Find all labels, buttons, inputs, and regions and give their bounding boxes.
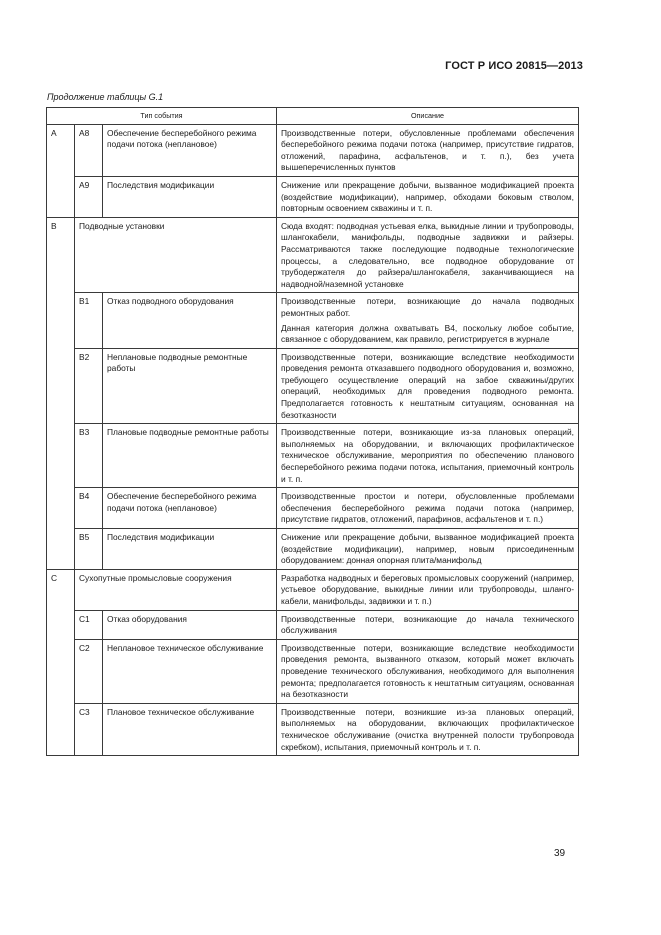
table-row bbox=[47, 217, 579, 293]
table-row bbox=[47, 124, 579, 176]
group-name-c: Сухопутные промысловые сооружения bbox=[75, 569, 277, 610]
row-description: Производственные потери, возникающие вследствие необходимости проведения ремонта отказавшего подводного оборудования и, возможно, требующего осуществление операций на забое скважины/других операций, необходимых для проведения подводного ремонта. Предполагается готовность к нештатным ситуациям, основанная на безотказности bbox=[277, 348, 579, 424]
row-description-part: Производственные потери, возникающие до начала подводных ремонтных работ. bbox=[281, 296, 574, 318]
row-code: A9 bbox=[75, 176, 103, 217]
table-row bbox=[47, 569, 579, 610]
page-number: 39 bbox=[554, 848, 566, 859]
row-name: Обеспечение бесперебойного режима подачи потока (неплановое) bbox=[103, 488, 277, 529]
row-name: Отказ подводного оборудования bbox=[103, 293, 277, 348]
row-description: Производственные простои и потери, обусловленные проблемами обеспечения бесперебойного режима подачи потока (например, присутствие гидратов, отложений, парафинов, асфальтенов и т. п.) bbox=[277, 488, 579, 529]
row-code: A8 bbox=[75, 124, 103, 176]
group-description-b: Сюда входят: подводная устьевая елка, выкидные линии и трубопроводы, шлангокабели, манифольды, подводные задвижки и райзеры. Рассматриваются также последующие подводные технологические процессы, а следовательно, все подводное оборудование от трубодержателя до райзера/шлангокабеля, заканчивающиеся на надводной/наземной установке bbox=[277, 217, 579, 293]
row-code: B2 bbox=[75, 348, 103, 424]
table-row bbox=[47, 529, 579, 570]
row-name: Плановое техническое обслуживание bbox=[103, 703, 277, 755]
row-code: B1 bbox=[75, 293, 103, 348]
row-description: Снижение или прекращение добычи, вызванное модификацией проекта (воздействие модификации), например, новым присоединенным оборудованием: донная опорная плита/манифольд bbox=[277, 529, 579, 570]
document-standard-header: ГОСТ Р ИСО 20815—2013 bbox=[445, 60, 583, 72]
table-row bbox=[47, 703, 579, 755]
row-code: C3 bbox=[75, 703, 103, 755]
group-code-c: C bbox=[47, 569, 75, 755]
row-name: Неплановое техническое обслуживание bbox=[103, 639, 277, 703]
table-row bbox=[47, 293, 579, 348]
row-name: Последствия модификации bbox=[103, 529, 277, 570]
row-description: Производственные потери, возникающие из-за плановых операций, выполняемых на оборудовании, и включающих профилактическое техническое обслуживание, мероприятия по обеспечению планового бесперебойного режима подачи потока, испытания, приемочный контроль и т. п. bbox=[277, 424, 579, 488]
table-header-row bbox=[47, 108, 579, 125]
row-description: Производственные потери, возникающие до начала технического обслуживания bbox=[277, 610, 579, 639]
table-caption: Продолжение таблицы G.1 bbox=[47, 92, 164, 102]
table-row bbox=[47, 639, 579, 703]
table-row bbox=[47, 610, 579, 639]
row-description: Производственные потери, обусловленные проблемами обеспечения бесперебойного режима подачи потока (например, присутствие гидратов, отложений, парафина, асфальтенов, и т. п.), без учета вышеперечисленных пунктов bbox=[277, 124, 579, 176]
events-table bbox=[46, 107, 579, 756]
header-description: Описание bbox=[277, 108, 579, 125]
row-code: C1 bbox=[75, 610, 103, 639]
group-code-a: A bbox=[47, 124, 75, 217]
row-name: Неплановые подводные ремонтные работы bbox=[103, 348, 277, 424]
row-code: B5 bbox=[75, 529, 103, 570]
row-code: B3 bbox=[75, 424, 103, 488]
row-description bbox=[277, 293, 579, 348]
table-row bbox=[47, 348, 579, 424]
header-event-type: Тип события bbox=[47, 108, 277, 125]
group-code-b: B bbox=[47, 217, 75, 569]
group-name-b: Подводные установки bbox=[75, 217, 277, 293]
row-description: Снижение или прекращение добычи, вызванное модификацией проекта (воздействие модификации), например, обходами боковым стволом, повторным освоением скважины и т. п. bbox=[277, 176, 579, 217]
table-row bbox=[47, 176, 579, 217]
row-description: Производственные потери, возникшие из-за плановых операций, выполняемых на оборудовании, включающих профилактическое техническое обслуживание (очистка внутренней полости трубопровода скребком), испытания, приемочный контроль и т. п. bbox=[277, 703, 579, 755]
table-row bbox=[47, 488, 579, 529]
row-code: B4 bbox=[75, 488, 103, 529]
row-name: Плановые подводные ремонтные работы bbox=[103, 424, 277, 488]
row-name: Последствия модификации bbox=[103, 176, 277, 217]
row-code: C2 bbox=[75, 639, 103, 703]
row-description: Производственные потери, возникающие вследствие необходимости проведения ремонта, вызванного отказом, который может включать проведение технического обслуживания, необходимого для выполнения ремонта; предполагается готовность к нештатным ситуациям, основанная на безотказности bbox=[277, 639, 579, 703]
row-description-part: Данная категория должна охватывать B4, поскольку любое событие, связанное с оборудованием, как правило, регистрируется в журнале bbox=[281, 322, 574, 345]
row-name: Отказ оборудования bbox=[103, 610, 277, 639]
group-description-c: Разработка надводных и береговых промысловых сооружений (например, устьевое оборудование, выкидные линии или трубопроводы, шланго-кабели, манифольды, задвижки и т. п.) bbox=[277, 569, 579, 610]
table-row bbox=[47, 424, 579, 488]
row-name: Обеспечение бесперебойного режима подачи потока (неплановое) bbox=[103, 124, 277, 176]
